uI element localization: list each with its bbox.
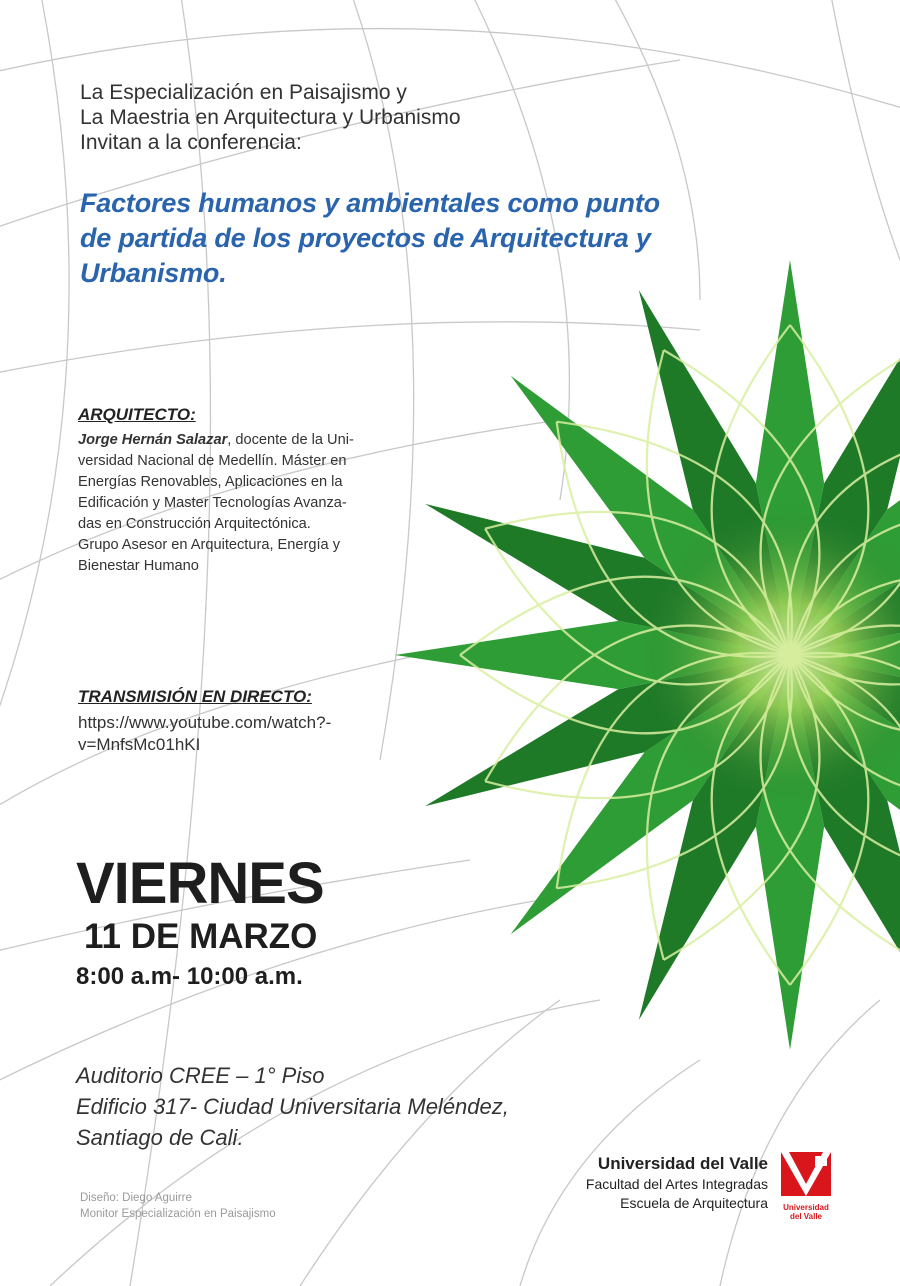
credit-line: Monitor Especialización en Paisajismo bbox=[80, 1208, 276, 1220]
bio-line: Bienestar Humano bbox=[78, 558, 199, 574]
bio-line: Energías Renovables, Aplicaciones en la bbox=[78, 474, 343, 490]
event-day: VIERNES bbox=[76, 851, 324, 916]
title-line: Factores humanos y ambientales como punto bbox=[80, 188, 660, 218]
conference-title bbox=[80, 186, 740, 291]
school-name: Escuela de Arquitectura bbox=[620, 1195, 768, 1211]
title-line: Urbanismo. bbox=[80, 258, 227, 288]
university-logo bbox=[775, 1150, 837, 1228]
venue-address bbox=[76, 1060, 509, 1153]
architect-name: Jorge Hernán Salazar bbox=[78, 432, 228, 448]
bio-line: Edificación y Master Tecnologías Avanza- bbox=[78, 495, 347, 511]
venue-line: Edificio 317- Ciudad Universitaria Meléndez, bbox=[76, 1094, 509, 1119]
url-line: v=MnfsMc01hKI bbox=[78, 735, 201, 754]
university-name: Universidad del Valle bbox=[597, 1154, 768, 1173]
url-line: https://www.youtube.com/watch?- bbox=[78, 713, 332, 732]
bio-line: Grupo Asesor en Arquitectura, Energía y bbox=[78, 537, 341, 553]
intro-text bbox=[80, 80, 461, 155]
title-line: de partida de los proyectos de Arquitectura y bbox=[80, 223, 651, 253]
bio-line: , docente de la Uni- bbox=[227, 432, 354, 448]
venue-line: Santiago de Cali. bbox=[76, 1125, 244, 1150]
intro-line: La Maestria en Arquitectura y Urbanismo bbox=[80, 106, 461, 129]
credit-line: Diseño: Diego Aguirre bbox=[80, 1192, 192, 1204]
logo-text-line-1: Universidad bbox=[783, 1203, 829, 1212]
venue-line: Auditorio CREE – 1° Piso bbox=[76, 1063, 325, 1088]
broadcast-heading: TRANSMISIÓN EN DIRECTO: bbox=[78, 687, 312, 706]
architect-bio bbox=[78, 430, 403, 577]
broadcast-link[interactable] bbox=[78, 712, 388, 756]
intro-line: La Especialización en Paisajismo y bbox=[80, 81, 407, 104]
design-credits bbox=[80, 1190, 276, 1222]
university-block bbox=[586, 1153, 768, 1213]
architect-heading: ARQUITECTO: bbox=[78, 405, 196, 424]
event-time: 8:00 a.m- 10:00 a.m. bbox=[76, 963, 303, 990]
bio-line: das en Construcción Arquitectónica. bbox=[78, 516, 311, 532]
event-date: 11 DE MARZO bbox=[84, 917, 318, 956]
faculty-name: Facultad del Artes Integradas bbox=[585, 1176, 768, 1192]
logo-text-line-2: del Valle bbox=[789, 1212, 823, 1221]
bio-line: versidad Nacional de Medellín. Máster en bbox=[78, 453, 347, 469]
intro-line: Invitan a la conferencia: bbox=[80, 131, 302, 154]
